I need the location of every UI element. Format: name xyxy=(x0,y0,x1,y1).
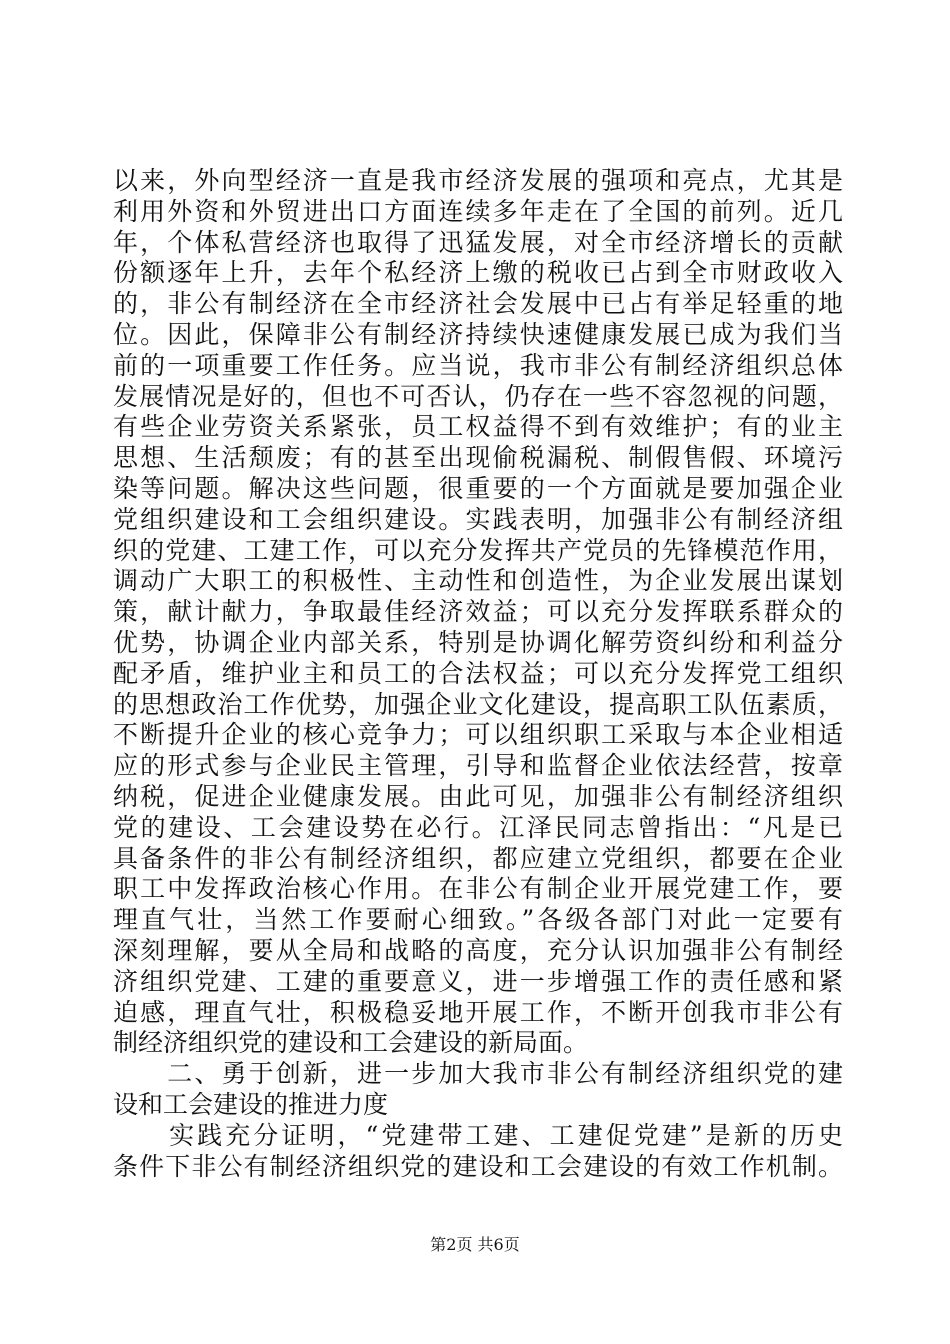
text-line: 思想、生活颓废；有的甚至出现偷税漏税、制假售假、环境污 xyxy=(113,443,843,473)
text-line: 济组织党建、工建的重要意义，进一步增强工作的责任感和紧 xyxy=(113,966,843,996)
text-line: 不断提升企业的核心竞争力；可以组织职工采取与本企业相适 xyxy=(113,720,843,750)
text-line: 职工中发挥政治核心作用。在非公有制企业开展党建工作，要 xyxy=(113,874,843,904)
text-line: 理直气壮，当然工作要耐心细致。”各级各部门对此一定要有 xyxy=(113,905,843,935)
text-line: 应的形式参与企业民主管理，引导和监督企业依法经营，按章 xyxy=(113,751,843,781)
text-line: 前的一项重要工作任务。应当说，我市非公有制经济组织总体 xyxy=(113,350,843,380)
body-text xyxy=(113,166,843,1182)
text-line: 配矛盾，维护业主和员工的合法权益；可以充分发挥党工组织 xyxy=(113,658,843,688)
text-line: 党的建设、工会建设势在必行。江泽民同志曾指出：“凡是已 xyxy=(113,812,843,842)
text-line: 有些企业劳资关系紧张，员工权益得不到有效维护；有的业主 xyxy=(113,412,843,442)
text-line: 织的党建、工建工作，可以充分发挥共产党员的先锋模范作用， xyxy=(113,535,843,565)
text-line: 制经济组织党的建设和工会建设的新局面。 xyxy=(113,1028,589,1058)
text-line: 实践充分证明，“党建带工建、工建促党建”是新的历史 xyxy=(113,1120,843,1150)
text-line: 具备条件的非公有制经济组织，都应建立党组织，都要在企业 xyxy=(113,843,843,873)
text-line: 以来，外向型经济一直是我市经济发展的强项和亮点，尤其是 xyxy=(113,166,843,195)
text-line: 条件下非公有制经济组织党的建设和工会建设的有效工作机制。 xyxy=(113,1151,843,1181)
text-line: 迫感，理直气壮，积极稳妥地开展工作，不断开创我市非公有 xyxy=(113,997,843,1027)
text-line: 份额逐年上升，去年个私经济上缴的税收已占到全市财政收入 xyxy=(113,258,843,288)
text-line: 的思想政治工作优势，加强企业文化建设，提高职工队伍素质， xyxy=(113,689,843,719)
text-line: 染等问题。解决这些问题，很重要的一个方面就是要加强企业 xyxy=(113,473,843,503)
text-line: 利用外资和外贸进出口方面连续多年走在了全国的前列。近几 xyxy=(113,196,843,226)
text-line: 深刻理解，要从全局和战略的高度，充分认识加强非公有制经 xyxy=(113,935,843,965)
text-line: 策，献计献力，争取最佳经济效益；可以充分发挥联系群众的 xyxy=(113,597,843,627)
section-heading-line: 二、勇于创新，进一步加大我市非公有制经济组织党的建 xyxy=(113,1059,843,1089)
text-line: 位。因此，保障非公有制经济持续快速健康发展已成为我们当 xyxy=(113,319,843,349)
text-line: 优势，协调企业内部关系，特别是协调化解劳资纠纷和利益分 xyxy=(113,627,843,657)
text-line: 发展情况是好的，但也不可否认，仍存在一些不容忽视的问题， xyxy=(113,381,843,411)
page-number-footer: 第2页 共6页 xyxy=(430,1235,520,1254)
text-line: 党组织建设和工会组织建设。实践表明，加强非公有制经济组 xyxy=(113,504,843,534)
text-line: 纳税，促进企业健康发展。由此可见，加强非公有制经济组织 xyxy=(113,781,843,811)
text-line: 年，个体私营经济也取得了迅猛发展，对全市经济增长的贡献 xyxy=(113,227,843,257)
text-line: 的，非公有制经济在全市经济社会发展中已占有举足轻重的地 xyxy=(113,289,843,319)
section-heading-line: 设和工会建设的推进力度 xyxy=(113,1089,389,1119)
text-line: 调动广大职工的积极性、主动性和创造性，为企业发展出谋划 xyxy=(113,566,843,596)
